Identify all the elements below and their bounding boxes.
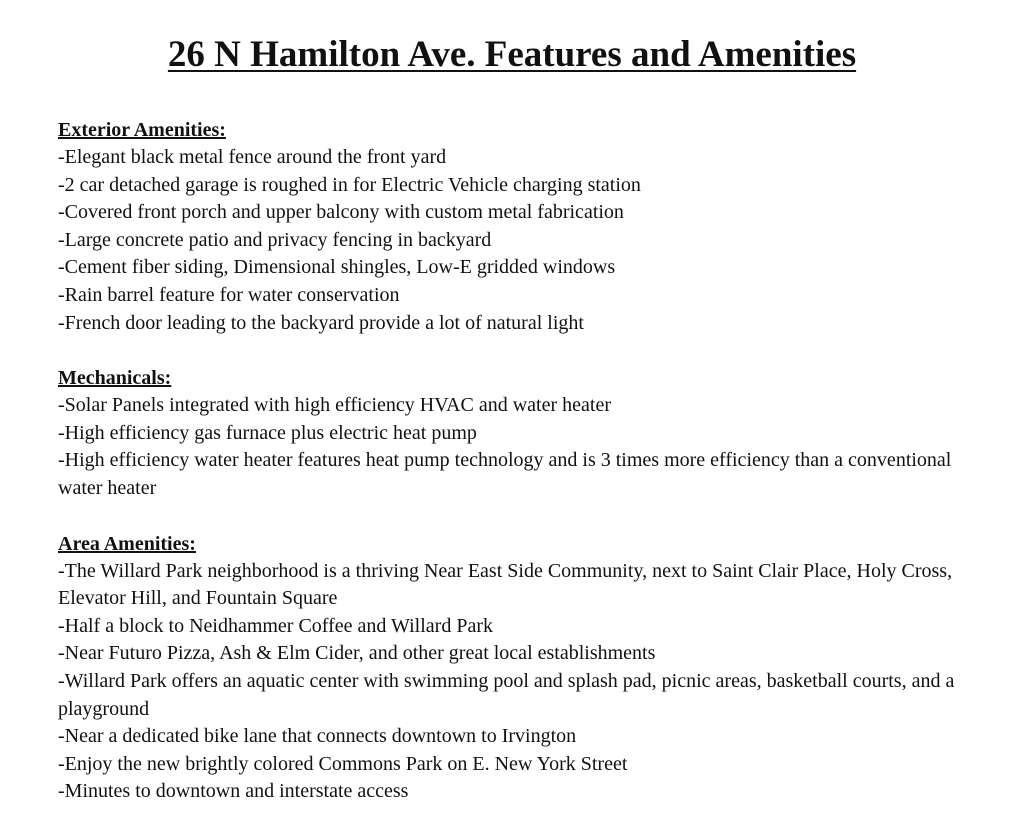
section-heading: Area Amenities:: [58, 532, 196, 555]
list-item: -Large concrete patio and privacy fencing in backyard: [58, 228, 492, 251]
list-item: -Solar Panels integrated with high efficiency HVAC and water heater: [58, 394, 611, 417]
section-exterior-amenities: [58, 116, 988, 337]
list-item: -Covered front porch and upper balcony with custom metal fabrication: [58, 201, 624, 224]
list-item: -2 car detached garage is roughed in for Electric Vehicle charging station: [58, 173, 641, 196]
list-item: -Minutes to downtown and interstate access: [58, 780, 409, 803]
list-item: -Enjoy the new brightly colored Commons Park on E. New York Street: [58, 752, 628, 775]
list-item: -French door leading to the backyard provide a lot of natural light: [58, 311, 584, 334]
document-body: [58, 116, 988, 833]
list-item: -Willard Park offers an aquatic center with swimming pool and splash pad, picnic areas, basketball courts, and a playground: [58, 669, 955, 720]
list-item: -Elegant black metal fence around the front yard: [58, 146, 447, 168]
list-item: -Half a block to Neidhammer Coffee and Willard Park: [58, 614, 493, 637]
page-title: 26 N Hamilton Ave. Features and Amenities: [167, 34, 857, 75]
list-item: -High efficiency water heater features heat pump technology and is 3 times more efficiency than a conventional water heater: [58, 449, 952, 499]
section-mechanicals: [58, 364, 988, 502]
list-item: -Cement fiber siding, Dimensional shingles, Low-E gridded windows: [58, 256, 616, 279]
list-item: -The Willard Park neighborhood is a thriving Near East Side Community, next to Saint Clair Place, Holy Cross, Elevator Hill, and Fountain Square: [58, 559, 953, 610]
list-item: -Rain barrel feature for water conservation: [58, 283, 400, 306]
list-item: -High efficiency gas furnace plus electric heat pump: [58, 421, 477, 444]
section-heading: Exterior Amenities:: [58, 119, 226, 141]
list-item: -Near Futuro Pizza, Ash & Elm Cider, and other great local establishments: [58, 642, 656, 665]
section-heading: Mechanicals:: [58, 367, 172, 390]
section-area-amenities: [58, 530, 988, 806]
list-item: -Near a dedicated bike lane that connects downtown to Irvington: [58, 725, 577, 748]
